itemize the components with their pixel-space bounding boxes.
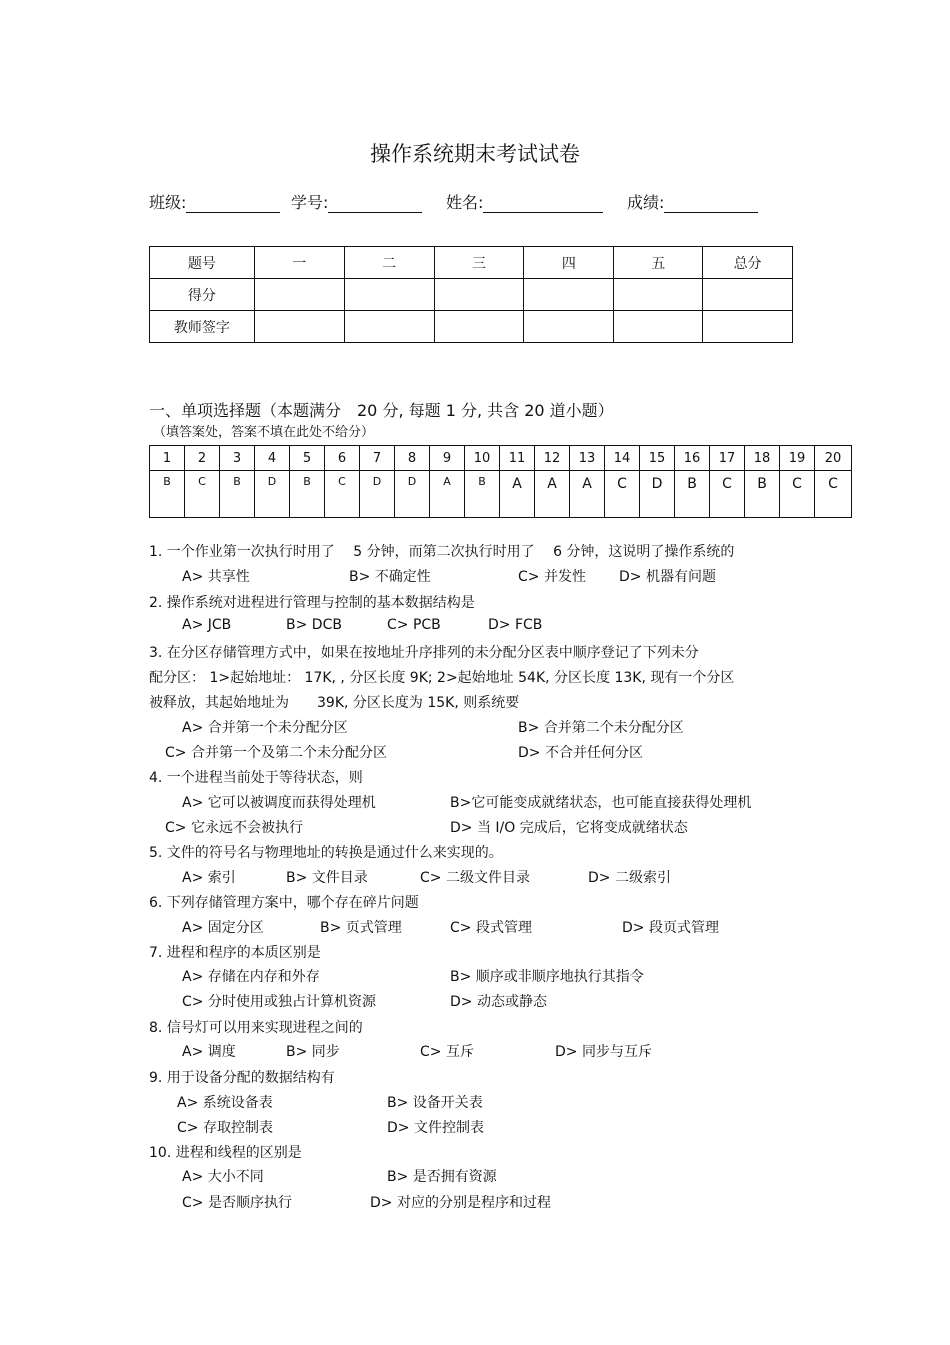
question-line: 被释放，其起始地址为 39K, 分区长度为 15K, 则系统要 [149, 695, 520, 711]
answer-cell[interactable]: B [675, 471, 710, 518]
score-cell[interactable] [434, 279, 524, 311]
name-field [446, 190, 603, 213]
answer-cell[interactable]: D [255, 471, 290, 518]
answer-cell[interactable]: A [570, 471, 605, 518]
class-label: 班级: [149, 193, 187, 212]
answer-cell[interactable]: C [780, 471, 815, 518]
class-field [149, 190, 280, 213]
answer-cell[interactable]: C [325, 471, 360, 518]
score-header-row [150, 247, 793, 279]
question-line: D> 文件控制表 [387, 1120, 484, 1136]
score-header-cell: 总分 [703, 247, 793, 279]
question-line: 2. 操作系统对进程进行管理与控制的基本数据结构是 [149, 595, 475, 611]
answer-cell[interactable]: C [185, 471, 220, 518]
answer-number-cell: 17 [710, 446, 745, 471]
answer-cell[interactable]: C [815, 471, 852, 518]
question-line: C> 是否顺序执行 [182, 1195, 292, 1211]
score-row-label: 得分 [150, 279, 255, 311]
answer-number-cell: 4 [255, 446, 290, 471]
question-line: B> 不确定性 [349, 569, 431, 585]
question-line: A> 合并第一个未分配分区 [182, 720, 348, 736]
question-line: D> 不合并任何分区 [518, 745, 643, 761]
answer-number-cell: 5 [290, 446, 325, 471]
signature-row [150, 311, 793, 343]
score-cell[interactable] [524, 279, 614, 311]
class-blank[interactable] [186, 194, 280, 213]
answer-cell[interactable]: A [535, 471, 570, 518]
answer-number-cell: 2 [185, 446, 220, 471]
question-line: D> 动态或静态 [450, 994, 547, 1010]
signature-cell[interactable] [703, 311, 793, 343]
answer-number-cell: 6 [325, 446, 360, 471]
question-line: 5. 文件的符号名与物理地址的转换是通过什么来实现的。 [149, 845, 503, 861]
question-line: A> 存储在内存和外存 [182, 969, 320, 985]
question-line: 6. 下列存储管理方案中，哪个存在碎片问题 [149, 895, 419, 911]
question-line: 1. 一个作业第一次执行时用了 5 分钟，而第二次执行时用了 6 分钟，这说明了操作系统的 [149, 544, 735, 560]
answer-number-cell: 18 [745, 446, 780, 471]
student-id-label: 学号: [291, 193, 329, 212]
answer-number-row [150, 446, 852, 471]
question-line: 3. 在分区存储管理方式中，如果在按地址升序排列的未分配分区表中顺序登记了下列未分 [149, 645, 699, 661]
answer-number-cell: 10 [465, 446, 500, 471]
score-header-cell: 题号 [150, 247, 255, 279]
question-line: 10. 进程和线程的区别是 [149, 1145, 302, 1161]
question-line: C> 互斥 [420, 1044, 474, 1060]
answer-value-row [150, 471, 852, 518]
question-line: A> 索引 [182, 870, 236, 886]
score-row [150, 279, 793, 311]
score-cell[interactable] [254, 279, 344, 311]
answer-number-cell: 3 [220, 446, 255, 471]
question-line: B> 同步 [286, 1044, 340, 1060]
question-line: A> 共享性 [182, 569, 250, 585]
grade-label: 成绩: [627, 193, 665, 212]
question-line: B> 顺序或非顺序地执行其指令 [450, 969, 644, 985]
answer-note: （填答案处，答案不填在此处不给分） [153, 425, 375, 440]
name-label: 姓名: [446, 193, 484, 212]
grade-field [627, 190, 758, 213]
answer-number-cell: 1 [150, 446, 185, 471]
answer-cell[interactable]: C [710, 471, 745, 518]
score-header-cell: 一 [254, 247, 344, 279]
score-cell[interactable] [344, 279, 434, 311]
signature-cell[interactable] [344, 311, 434, 343]
answer-cell[interactable]: B [220, 471, 255, 518]
question-line: 4. 一个进程当前处于等待状态，则 [149, 770, 363, 786]
signature-row-label: 教师签字 [150, 311, 255, 343]
answer-cell[interactable]: B [745, 471, 780, 518]
section-heading: 一、单项选择题（本题满分 20 分, 每题 1 分, 共含 20 道小题） [149, 401, 614, 420]
question-line: B> DCB [286, 617, 342, 633]
answer-cell[interactable]: D [640, 471, 675, 518]
answer-number-cell: 8 [395, 446, 430, 471]
answer-number-cell: 15 [640, 446, 675, 471]
question-line: C> 合并第一个及第二个未分配分区 [165, 745, 387, 761]
signature-cell[interactable] [524, 311, 614, 343]
answer-number-cell: 13 [570, 446, 605, 471]
score-header-cell: 二 [344, 247, 434, 279]
question-line: C> 分时使用或独占计算机资源 [182, 994, 376, 1010]
signature-cell[interactable] [254, 311, 344, 343]
answer-table [149, 445, 852, 518]
question-line: D> 段页式管理 [622, 920, 719, 936]
question-line: C> 二级文件目录 [420, 870, 530, 886]
question-line: A> 它可以被调度而获得处理机 [182, 795, 376, 811]
answer-number-cell: 9 [430, 446, 465, 471]
page-title: 操作系统期末考试试卷 [370, 142, 580, 166]
question-line: A> 大小不同 [182, 1169, 264, 1185]
answer-number-cell: 11 [500, 446, 535, 471]
answer-cell[interactable]: A [500, 471, 535, 518]
answer-cell[interactable]: D [360, 471, 395, 518]
answer-cell[interactable]: B [150, 471, 185, 518]
question-line: C> 它永远不会被执行 [165, 820, 303, 836]
answer-cell[interactable]: D [395, 471, 430, 518]
answer-cell[interactable]: C [605, 471, 640, 518]
question-line: D> 对应的分别是程序和过程 [370, 1195, 551, 1211]
question-line: D> 机器有问题 [619, 569, 716, 585]
question-line: B> 页式管理 [320, 920, 402, 936]
question-line: C> 存取控制表 [177, 1120, 273, 1136]
answer-number-cell: 7 [360, 446, 395, 471]
answer-cell[interactable]: A [430, 471, 465, 518]
question-line: 9. 用于设备分配的数据结构有 [149, 1070, 335, 1086]
question-line: 配分区： 1>起始地址： 17K, , 分区长度 9K; 2>起始地址 54K, 分区长度 13K, 现有一个分区 [149, 670, 735, 686]
answer-number-cell: 20 [815, 446, 852, 471]
score-cell[interactable] [614, 279, 703, 311]
question-line: A> 调度 [182, 1044, 236, 1060]
question-line: B> 文件目录 [286, 870, 368, 886]
answer-number-cell: 12 [535, 446, 570, 471]
grade-blank[interactable] [664, 194, 758, 213]
score-header-cell: 五 [614, 247, 703, 279]
question-line: A> JCB [182, 617, 232, 633]
question-line: D> 同步与互斥 [555, 1044, 652, 1060]
answer-number-cell: 19 [780, 446, 815, 471]
question-line: C> 段式管理 [450, 920, 532, 936]
question-line: A> 固定分区 [182, 920, 264, 936]
question-line: A> 系统设备表 [177, 1095, 273, 1111]
answer-number-cell: 16 [675, 446, 710, 471]
score-cell[interactable] [703, 279, 793, 311]
question-line: B> 是否拥有资源 [387, 1169, 497, 1185]
question-line: D> FCB [488, 617, 543, 633]
question-line: 7. 进程和程序的本质区别是 [149, 945, 321, 961]
question-line: C> PCB [387, 617, 441, 633]
question-line: D> 当 I/O 完成后，它将变成就绪状态 [450, 820, 688, 836]
answer-cell[interactable]: B [465, 471, 500, 518]
student-id-blank[interactable] [328, 194, 422, 213]
question-line: C> 并发性 [518, 569, 586, 585]
student-id-field [291, 190, 422, 213]
question-line: B> 设备开关表 [387, 1095, 483, 1111]
score-header-cell: 三 [434, 247, 524, 279]
question-line: 8. 信号灯可以用来实现进程之间的 [149, 1020, 363, 1036]
score-header-cell: 四 [524, 247, 614, 279]
question-line: B>它可能变成就绪状态，也可能直接获得处理机 [450, 795, 752, 811]
score-table [149, 246, 793, 343]
question-line: D> 二级索引 [588, 870, 671, 886]
signature-cell[interactable] [614, 311, 703, 343]
name-blank[interactable] [483, 194, 603, 213]
question-line: B> 合并第二个未分配分区 [518, 720, 684, 736]
answer-cell[interactable]: B [290, 471, 325, 518]
signature-cell[interactable] [434, 311, 524, 343]
answer-number-cell: 14 [605, 446, 640, 471]
